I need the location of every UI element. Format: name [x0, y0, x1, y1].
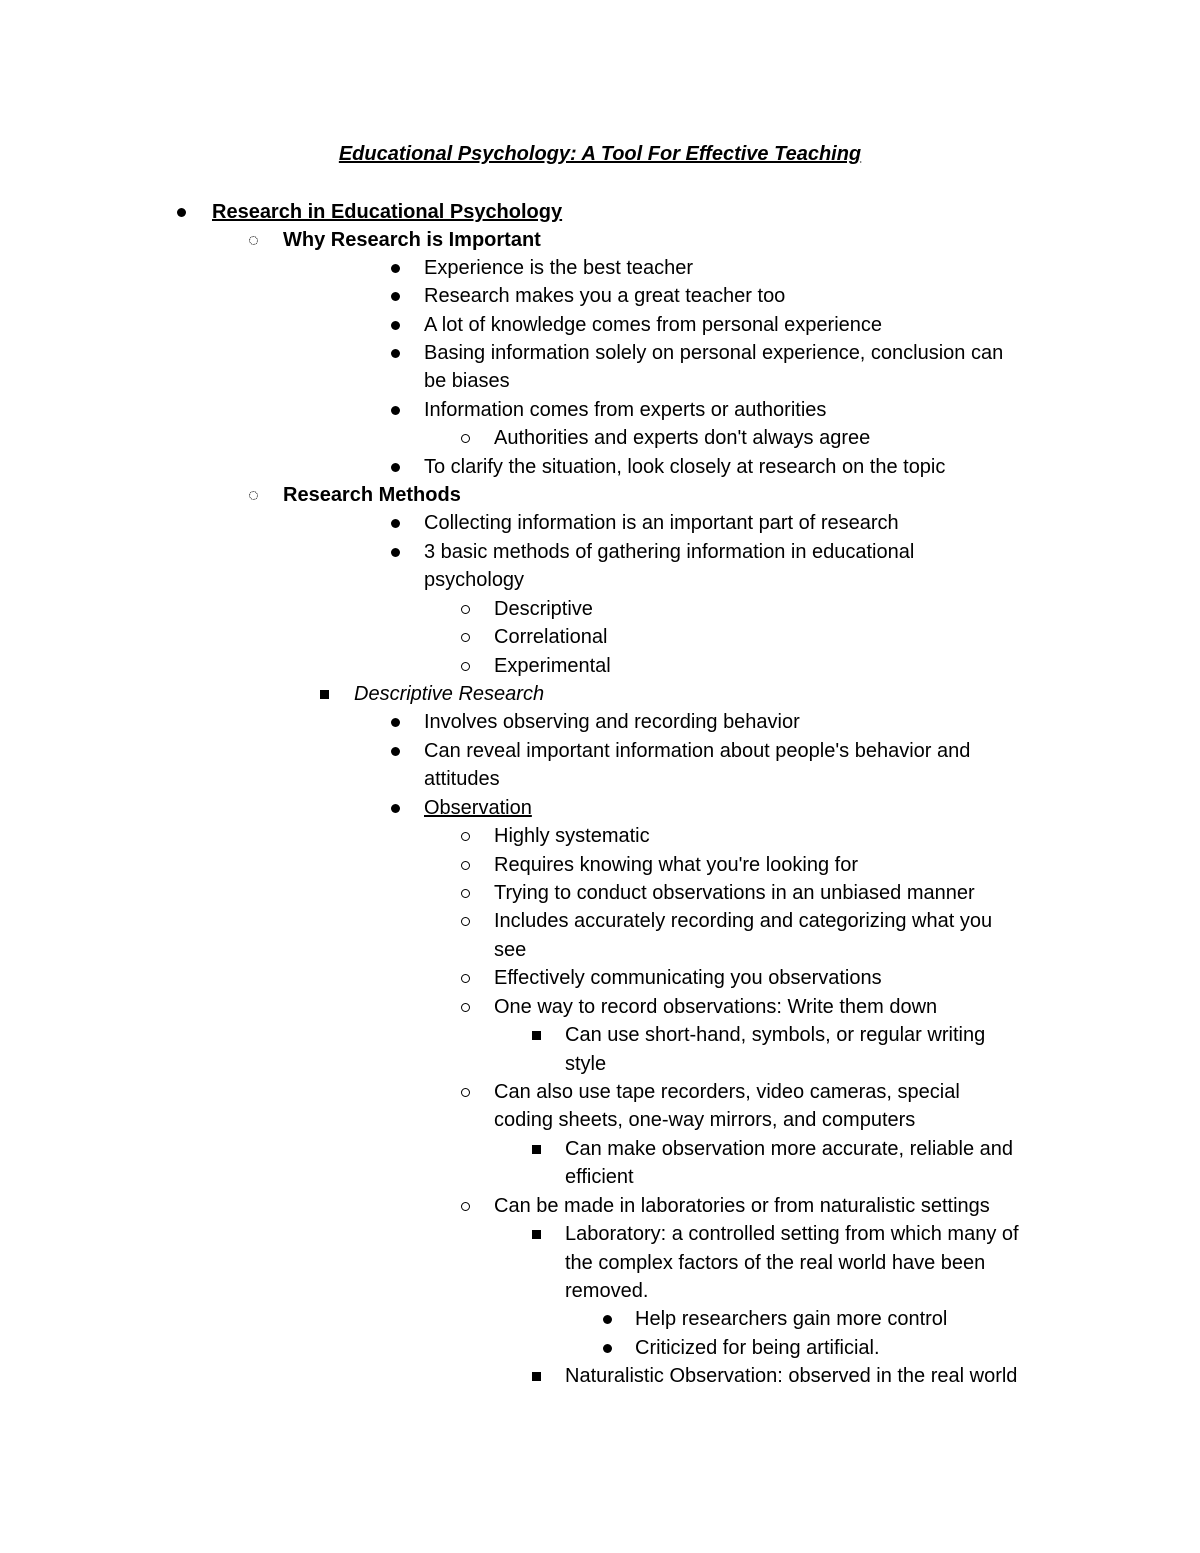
document-title: Educational Psychology: A Tool For Effective Teaching	[338, 143, 862, 165]
list-item: One way to record observations: Write them down	[494, 996, 938, 1018]
list-item: Can use short-hand, symbols, or regular writing	[565, 1024, 986, 1046]
bullet-icon	[385, 453, 405, 481]
bullet-icon	[385, 509, 405, 537]
list-item: Can be made in laboratories or from naturalistic settings	[494, 1195, 990, 1217]
bullet-icon	[385, 737, 405, 765]
list-item: Research makes you a great teacher too	[424, 285, 786, 307]
bullet-icon	[385, 339, 405, 367]
list-item-continuation: efficient	[565, 1166, 634, 1188]
square-bullet-icon	[526, 1021, 546, 1049]
bullet-icon	[385, 538, 405, 566]
list-item: Observation	[424, 797, 532, 819]
list-item: Basing information solely on personal experience, conclusion can	[424, 342, 1004, 364]
circle-bullet-icon	[455, 993, 475, 1021]
circle-bullet-icon	[455, 964, 475, 992]
circle-bullet-icon	[455, 879, 475, 907]
dotted-circle-bullet-icon	[243, 481, 263, 509]
subsection-heading: Descriptive Research	[354, 683, 545, 705]
list-item-continuation: coding sheets, one-way mirrors, and computers	[494, 1109, 916, 1131]
list-item: Criticized for being artificial.	[635, 1337, 880, 1359]
bullet-icon	[385, 794, 405, 822]
bullet-icon	[385, 282, 405, 310]
subsection-heading: Why Research is Important	[283, 229, 541, 251]
list-item-continuation: style	[565, 1053, 607, 1075]
circle-bullet-icon	[455, 1192, 475, 1220]
circle-bullet-icon	[455, 595, 475, 623]
bullet-icon	[385, 708, 405, 736]
list-item: Highly systematic	[494, 825, 650, 847]
bullet-icon	[597, 1334, 617, 1362]
list-item: Experience is the best teacher	[424, 257, 694, 279]
list-item: Help researchers gain more control	[635, 1308, 948, 1330]
bullet-icon	[597, 1305, 617, 1333]
list-item-continuation: attitudes	[424, 768, 500, 790]
list-item: Involves observing and recording behavior	[424, 711, 800, 733]
list-item: Laboratory: a controlled setting from which many of	[565, 1223, 1019, 1245]
bullet-icon	[171, 198, 191, 226]
list-item-continuation: be biases	[424, 370, 510, 392]
list-item: Requires knowing what you're looking for	[494, 854, 859, 876]
bullet-icon	[385, 254, 405, 282]
square-bullet-icon	[526, 1135, 546, 1163]
list-item: Naturalistic Observation: observed in the real world	[565, 1365, 1018, 1387]
circle-bullet-icon	[455, 652, 475, 680]
circle-bullet-icon	[455, 623, 475, 651]
square-bullet-icon	[314, 680, 334, 708]
list-item: A lot of knowledge comes from personal experience	[424, 314, 883, 336]
subsection-heading: Research Methods	[283, 484, 461, 506]
list-item: Experimental	[494, 655, 611, 677]
list-item: Descriptive	[494, 598, 593, 620]
list-item-continuation: the complex factors of the real world have been	[565, 1252, 986, 1274]
section-heading: Research in Educational Psychology	[212, 201, 563, 223]
list-item-continuation: see	[494, 939, 527, 961]
list-item: Authorities and experts don't always agree	[494, 427, 871, 449]
list-item: Includes accurately recording and categorizing what you	[494, 910, 993, 932]
list-item: Correlational	[494, 626, 608, 648]
list-item: Can reveal important information about people's behavior and	[424, 740, 971, 762]
list-item: Information comes from experts or authorities	[424, 399, 827, 421]
dotted-circle-bullet-icon	[243, 226, 263, 254]
list-item-continuation: psychology	[424, 569, 525, 591]
list-item: Effectively communicating you observations	[494, 967, 882, 989]
circle-bullet-icon	[455, 907, 475, 935]
list-item: Trying to conduct observations in an unbiased manner	[494, 882, 975, 904]
circle-bullet-icon	[455, 822, 475, 850]
bullet-icon	[385, 396, 405, 424]
bullet-icon	[385, 311, 405, 339]
list-item: 3 basic methods of gathering information in educational	[424, 541, 915, 563]
list-item: To clarify the situation, look closely at research on the topic	[424, 456, 946, 478]
square-bullet-icon	[526, 1220, 546, 1248]
square-bullet-icon	[526, 1362, 546, 1390]
circle-bullet-icon	[455, 851, 475, 879]
list-item: Collecting information is an important part of research	[424, 512, 899, 534]
list-item-continuation: removed.	[565, 1280, 649, 1302]
circle-bullet-icon	[455, 424, 475, 452]
circle-bullet-icon	[455, 1078, 475, 1106]
list-item: Can make observation more accurate, reliable and	[565, 1138, 1014, 1160]
list-item: Can also use tape recorders, video cameras, special	[494, 1081, 960, 1103]
